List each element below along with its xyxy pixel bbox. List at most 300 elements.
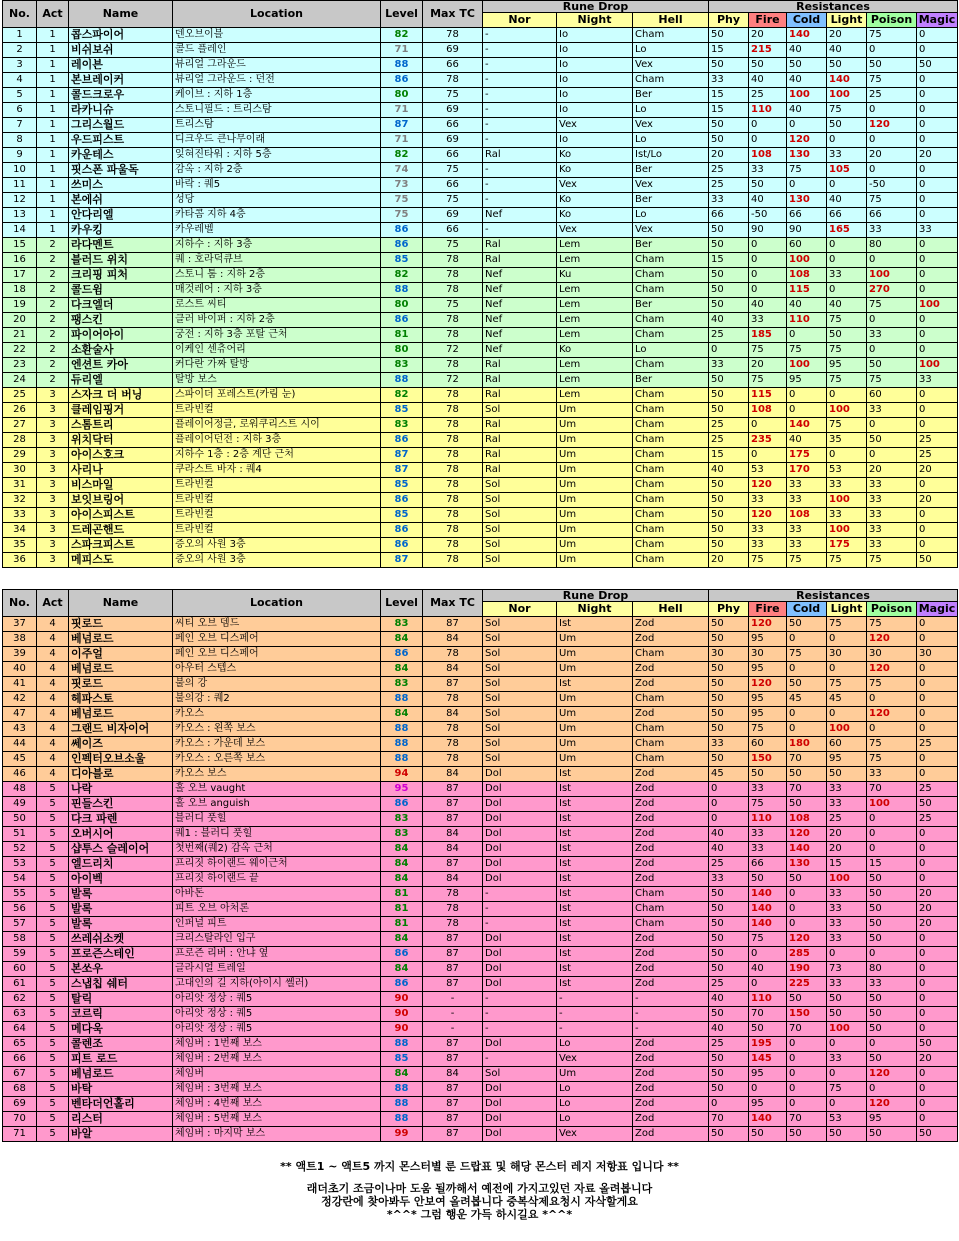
cell-maxtc: 78 (423, 418, 483, 433)
cell-maxtc: 78 (423, 737, 483, 752)
cell-name: 벤타더언홀리 (69, 1097, 173, 1112)
cell-cold: 108 (787, 812, 827, 827)
cell-phy: 66 (709, 208, 749, 223)
cell-magic: 0 (917, 313, 958, 328)
cell-no: 54 (3, 872, 37, 887)
cell-phy: 50 (709, 617, 749, 632)
cell-level: 83 (381, 812, 423, 827)
cell-no: 56 (3, 902, 37, 917)
cell-fire: 50 (749, 178, 787, 193)
cell-maxtc: 84 (423, 842, 483, 857)
cell-magic: 0 (917, 343, 958, 358)
cell-level: 88 (381, 692, 423, 707)
cell-location: 카우레벨 (173, 223, 381, 238)
cell-maxtc: 87 (423, 1037, 483, 1052)
cell-hell: Cham (633, 418, 709, 433)
cell-night: Lem (557, 388, 633, 403)
cell-night: Io (557, 133, 633, 148)
table-row (3, 118, 958, 133)
cell-maxtc: 87 (423, 947, 483, 962)
cell-maxtc: 87 (423, 977, 483, 992)
cell-location: 트라빈컬 (173, 508, 381, 523)
cell-no: 30 (3, 463, 37, 478)
cell-nor: Dol (483, 1097, 557, 1112)
header-cold: Cold (787, 602, 827, 617)
cell-level: 81 (381, 887, 423, 902)
cell-phy: 50 (709, 1007, 749, 1022)
cell-no: 35 (3, 538, 37, 553)
cell-fire: 195 (749, 1037, 787, 1052)
cell-fire: 40 (749, 73, 787, 88)
cell-phy: 40 (709, 992, 749, 1007)
cell-cold: 33 (787, 493, 827, 508)
cell-cold: 285 (787, 947, 827, 962)
cell-act: 4 (37, 662, 69, 677)
cell-cold: 175 (787, 448, 827, 463)
cell-act: 1 (37, 133, 69, 148)
cell-hell: Zod (633, 1127, 709, 1142)
cell-night: Um (557, 692, 633, 707)
cell-hell: Cham (633, 917, 709, 932)
cell-magic: 0 (917, 328, 958, 343)
cell-location: 이케인 센츄어리 (173, 343, 381, 358)
cell-hell: Cham (633, 752, 709, 767)
cell-maxtc: 78 (423, 478, 483, 493)
table-row (3, 962, 958, 977)
cell-no: 64 (3, 1022, 37, 1037)
cell-light: 73 (827, 962, 867, 977)
cell-phy: 50 (709, 692, 749, 707)
cell-no: 63 (3, 1007, 37, 1022)
cell-fire: 0 (749, 418, 787, 433)
cell-act: 5 (37, 857, 69, 872)
cell-maxtc: 78 (423, 493, 483, 508)
cell-maxtc: 69 (423, 208, 483, 223)
cell-maxtc: 69 (423, 103, 483, 118)
table-row (3, 358, 958, 373)
cell-magic: 0 (917, 103, 958, 118)
cell-magic: 0 (917, 523, 958, 538)
cell-night: Ist (557, 932, 633, 947)
cell-nor: - (483, 178, 557, 193)
cell-maxtc: 78 (423, 28, 483, 43)
cell-no: 18 (3, 283, 37, 298)
cell-magic: 0 (917, 253, 958, 268)
cell-maxtc: 87 (423, 617, 483, 632)
cell-fire: 95 (749, 1097, 787, 1112)
cell-level: 90 (381, 1007, 423, 1022)
cell-night: Ist (557, 842, 633, 857)
cell-name: 비쉬보쉬 (69, 43, 173, 58)
table-row (3, 553, 958, 568)
cell-name: 발록 (69, 887, 173, 902)
cell-act: 1 (37, 178, 69, 193)
cell-phy: 15 (709, 88, 749, 103)
cell-no: 61 (3, 977, 37, 992)
cell-poison: 0 (867, 313, 917, 328)
cell-cold: 120 (787, 932, 827, 947)
cell-magic: 0 (917, 662, 958, 677)
table-row (3, 902, 958, 917)
table-row (3, 707, 958, 722)
cell-cold: 0 (787, 1097, 827, 1112)
cell-phy: 40 (709, 463, 749, 478)
cell-magic: 0 (917, 1022, 958, 1037)
cell-light: 35 (827, 433, 867, 448)
cell-nor: Nef (483, 343, 557, 358)
header-magic: Magic (917, 602, 958, 617)
cell-fire: 75 (749, 373, 787, 388)
cell-act: 5 (37, 977, 69, 992)
cell-magic: 0 (917, 478, 958, 493)
cell-level: 84 (381, 962, 423, 977)
table-header (3, 590, 958, 617)
cell-magic: 50 (917, 797, 958, 812)
cell-name: 쎄이즈 (69, 737, 173, 752)
cell-name: 듀리엘 (69, 373, 173, 388)
cell-no: 12 (3, 193, 37, 208)
cell-location: 체임버 : 4번째 보스 (173, 1097, 381, 1112)
cell-hell: Ber (633, 373, 709, 388)
cell-fire: 0 (749, 238, 787, 253)
cell-phy: 50 (709, 298, 749, 313)
header-level: Level (381, 1, 423, 28)
cell-cold: 0 (787, 1067, 827, 1082)
cell-night: Um (557, 478, 633, 493)
cell-phy: 50 (709, 947, 749, 962)
cell-cold: 108 (787, 268, 827, 283)
cell-act: 1 (37, 118, 69, 133)
cell-hell: Zod (633, 1052, 709, 1067)
cell-fire: 33 (749, 493, 787, 508)
cell-magic: 33 (917, 223, 958, 238)
cell-nor: Sol (483, 403, 557, 418)
cell-poison: 15 (867, 857, 917, 872)
cell-night: Lo (557, 1037, 633, 1052)
cell-maxtc: 78 (423, 463, 483, 478)
cell-nor: Dol (483, 1127, 557, 1142)
cell-night: Ist (557, 962, 633, 977)
cell-act: 5 (37, 1097, 69, 1112)
cell-light: 60 (827, 737, 867, 752)
cell-maxtc: 78 (423, 328, 483, 343)
cell-phy: 50 (709, 238, 749, 253)
cell-night: Io (557, 103, 633, 118)
table-row (3, 932, 958, 947)
cell-maxtc: 78 (423, 538, 483, 553)
cell-magic: 0 (917, 872, 958, 887)
cell-no: 38 (3, 632, 37, 647)
cell-nor: Nef (483, 298, 557, 313)
cell-hell: Cham (633, 692, 709, 707)
cell-night: Ist (557, 797, 633, 812)
cell-poison: 33 (867, 493, 917, 508)
cell-location: 쿠라스트 바자 : 퀘4 (173, 463, 381, 478)
cell-phy: 50 (709, 373, 749, 388)
cell-name: 핏로드 (69, 677, 173, 692)
cell-poison: 75 (867, 298, 917, 313)
cell-cold: 40 (787, 298, 827, 313)
cell-hell: Vex (633, 58, 709, 73)
cell-night: Vex (557, 178, 633, 193)
cell-no: 37 (3, 617, 37, 632)
cell-hell: Zod (633, 632, 709, 647)
cell-poison: 100 (867, 797, 917, 812)
cell-hell: Cham (633, 313, 709, 328)
cell-cold: 90 (787, 223, 827, 238)
cell-no: 55 (3, 887, 37, 902)
cell-level: 86 (381, 538, 423, 553)
table-row (3, 418, 958, 433)
cell-act: 1 (37, 58, 69, 73)
cell-poison: 75 (867, 373, 917, 388)
cell-location: 글라시얼 트레일 (173, 962, 381, 977)
cell-phy: 25 (709, 857, 749, 872)
cell-no: 3 (3, 58, 37, 73)
cell-nor: Dol (483, 947, 557, 962)
table-row (3, 58, 958, 73)
cell-cold: 225 (787, 977, 827, 992)
cell-maxtc: 66 (423, 178, 483, 193)
cell-fire: 75 (749, 343, 787, 358)
table-row (3, 313, 958, 328)
cell-fire: 20 (749, 358, 787, 373)
cell-act: 5 (37, 782, 69, 797)
cell-no: 22 (3, 343, 37, 358)
cell-cold: 0 (787, 902, 827, 917)
cell-night: Lem (557, 238, 633, 253)
cell-maxtc: 75 (423, 238, 483, 253)
cell-location: 홀 오브 anguish (173, 797, 381, 812)
cell-level: 99 (381, 1127, 423, 1142)
cell-act: 2 (37, 358, 69, 373)
cell-fire: 108 (749, 148, 787, 163)
cell-poison: 20 (867, 148, 917, 163)
cell-nor: Dol (483, 977, 557, 992)
cell-no: 17 (3, 268, 37, 283)
cell-maxtc: 75 (423, 88, 483, 103)
cell-level: 85 (381, 403, 423, 418)
cell-act: 5 (37, 812, 69, 827)
cell-name: 베넘로드 (69, 707, 173, 722)
cell-maxtc: 78 (423, 917, 483, 932)
cell-hell: Cham (633, 283, 709, 298)
cell-level: 86 (381, 238, 423, 253)
cell-fire: 75 (749, 797, 787, 812)
cell-night: - (557, 1007, 633, 1022)
cell-no: 27 (3, 418, 37, 433)
cell-light: 0 (827, 283, 867, 298)
cell-night: Ist (557, 827, 633, 842)
cell-night: - (557, 1022, 633, 1037)
cell-nor: Sol (483, 523, 557, 538)
cell-level: 81 (381, 328, 423, 343)
cell-night: Ko (557, 208, 633, 223)
cell-level: 83 (381, 677, 423, 692)
cell-name: 바알 (69, 1127, 173, 1142)
cell-fire: 0 (749, 283, 787, 298)
cell-night: Um (557, 523, 633, 538)
header-no: No. (3, 590, 37, 617)
cell-poison: 0 (867, 253, 917, 268)
cell-location: 탈방 보스 (173, 373, 381, 388)
cell-act: 1 (37, 43, 69, 58)
cell-night: Um (557, 433, 633, 448)
table-header (3, 1, 958, 28)
header-nor: Nor (483, 602, 557, 617)
cell-act: 1 (37, 73, 69, 88)
cell-light: 50 (827, 1127, 867, 1142)
cell-poison: 120 (867, 632, 917, 647)
cell-light: 66 (827, 208, 867, 223)
cell-no: 40 (3, 662, 37, 677)
cell-fire: 0 (749, 118, 787, 133)
cell-nor: - (483, 193, 557, 208)
cell-poison: 75 (867, 28, 917, 43)
cell-magic: 0 (917, 118, 958, 133)
table-row (3, 208, 958, 223)
cell-light: 50 (827, 992, 867, 1007)
cell-level: 88 (381, 373, 423, 388)
cell-poison: 0 (867, 418, 917, 433)
cell-cold: 50 (787, 767, 827, 782)
header-hell: Hell (633, 13, 709, 28)
cell-act: 4 (37, 767, 69, 782)
cell-hell: Lo (633, 208, 709, 223)
cell-maxtc: - (423, 992, 483, 1007)
cell-magic: 20 (917, 1052, 958, 1067)
cell-fire: 110 (749, 812, 787, 827)
cell-cold: 0 (787, 1037, 827, 1052)
cell-no: 25 (3, 388, 37, 403)
cell-act: 1 (37, 208, 69, 223)
header-no: No. (3, 1, 37, 28)
cell-light: 33 (827, 797, 867, 812)
cell-location: 체임버 : 1번째 보스 (173, 1037, 381, 1052)
cell-night: Um (557, 403, 633, 418)
cell-act: 1 (37, 163, 69, 178)
cell-magic: 20 (917, 148, 958, 163)
table-row (3, 283, 958, 298)
table-row (3, 133, 958, 148)
cell-magic: 0 (917, 403, 958, 418)
cell-location: 프리짓 하이랜드 웨이근처 (173, 857, 381, 872)
header-nor: Nor (483, 13, 557, 28)
cell-maxtc: 87 (423, 962, 483, 977)
cell-light: 175 (827, 538, 867, 553)
cell-hell: Zod (633, 707, 709, 722)
cell-hell: Zod (633, 962, 709, 977)
cell-light: 75 (827, 103, 867, 118)
cell-cold: 100 (787, 88, 827, 103)
cell-cold: 140 (787, 842, 827, 857)
cell-maxtc: 87 (423, 782, 483, 797)
cell-hell: Ber (633, 88, 709, 103)
table-row (3, 448, 958, 463)
cell-fire: 0 (749, 268, 787, 283)
cell-poison: 0 (867, 1082, 917, 1097)
cell-location: 지하수 1층 : 2층 계단 근처 (173, 448, 381, 463)
cell-maxtc: 87 (423, 857, 483, 872)
cell-phy: 50 (709, 268, 749, 283)
table-row (3, 538, 958, 553)
cell-phy: 50 (709, 962, 749, 977)
cell-phy: 50 (709, 403, 749, 418)
cell-hell: Cham (633, 403, 709, 418)
cell-night: Um (557, 722, 633, 737)
cell-name: 본에쉬 (69, 193, 173, 208)
cell-hell: Ber (633, 298, 709, 313)
cell-magic: 25 (917, 812, 958, 827)
cell-phy: 50 (709, 538, 749, 553)
cell-magic: 0 (917, 977, 958, 992)
cell-cold: 0 (787, 118, 827, 133)
cell-location: 블러디 풋힐 (173, 812, 381, 827)
cell-hell: Cham (633, 538, 709, 553)
cell-no: 2 (3, 43, 37, 58)
cell-no: 58 (3, 932, 37, 947)
cell-light: 75 (827, 373, 867, 388)
cell-light: 50 (827, 118, 867, 133)
cell-location: 피트 오브 아처론 (173, 902, 381, 917)
cell-location: 매것레어 : 지하 3층 (173, 283, 381, 298)
cell-level: 84 (381, 662, 423, 677)
header-maxtc: Max TC (423, 590, 483, 617)
cell-light: 40 (827, 298, 867, 313)
cell-poison: 80 (867, 962, 917, 977)
cell-level: 80 (381, 343, 423, 358)
cell-hell: Vex (633, 178, 709, 193)
cell-fire: 33 (749, 523, 787, 538)
cell-location: 퀘 : 호라덕큐브 (173, 253, 381, 268)
cell-location: 증오의 사원 3층 (173, 553, 381, 568)
cell-cold: 33 (787, 523, 827, 538)
cell-name: 피트 로드 (69, 1052, 173, 1067)
table-row (3, 193, 958, 208)
cell-poison: -50 (867, 178, 917, 193)
cell-fire: 20 (749, 28, 787, 43)
cell-no: 68 (3, 1082, 37, 1097)
cell-act: 2 (37, 343, 69, 358)
cell-maxtc: 78 (423, 403, 483, 418)
header-resistances: Resistances (709, 1, 958, 13)
cell-night: Um (557, 737, 633, 752)
cell-light: 100 (827, 523, 867, 538)
cell-phy: 33 (709, 73, 749, 88)
cell-nor: Dol (483, 842, 557, 857)
cell-no: 9 (3, 148, 37, 163)
cell-light: 75 (827, 617, 867, 632)
table-row (3, 268, 958, 283)
cell-no: 43 (3, 722, 37, 737)
cell-no: 50 (3, 812, 37, 827)
cell-act: 5 (37, 1082, 69, 1097)
cell-hell: Cham (633, 463, 709, 478)
cell-maxtc: 78 (423, 313, 483, 328)
cell-fire: 215 (749, 43, 787, 58)
cell-hell: Zod (633, 1037, 709, 1052)
cell-night: Ku (557, 268, 633, 283)
cell-location: 궁전 : 지하 3층 포탈 근처 (173, 328, 381, 343)
cell-hell: Ber (633, 193, 709, 208)
cell-fire: 40 (749, 193, 787, 208)
cell-fire: 50 (749, 872, 787, 887)
cell-act: 5 (37, 827, 69, 842)
cell-night: Ist (557, 887, 633, 902)
cell-hell: Lo (633, 133, 709, 148)
header-poison: Poison (867, 13, 917, 28)
cell-light: 33 (827, 268, 867, 283)
